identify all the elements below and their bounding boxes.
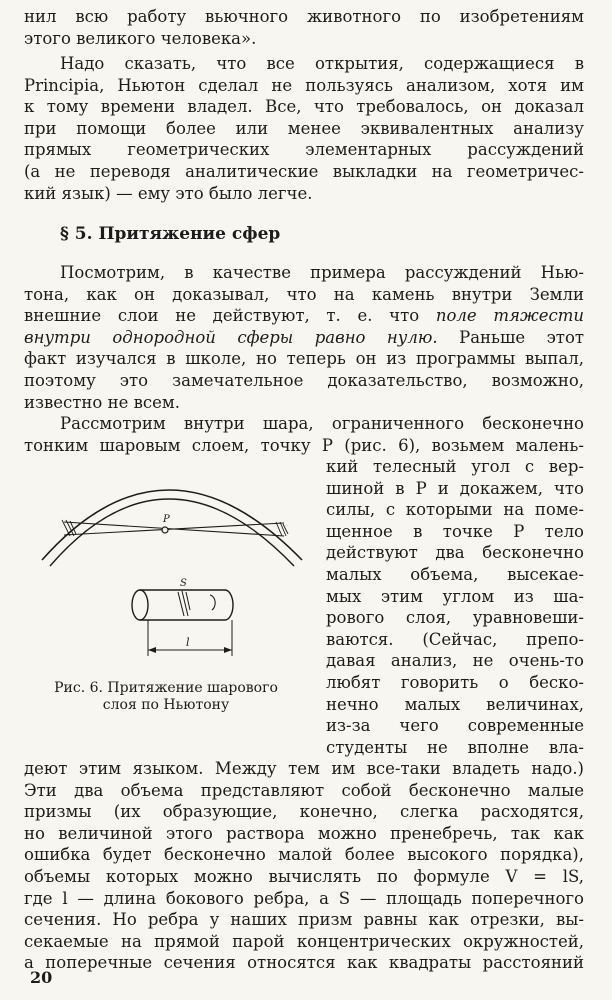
text-line: Посмотрим, в качестве примера рассуждений Нью- <box>60 263 584 282</box>
text-line: но величиной этого раствора можно пренебречь, так как <box>24 823 584 843</box>
text-line: нил всю работу вьючного животного по изобретениям <box>24 7 584 26</box>
text-line <box>24 327 584 349</box>
italic-text: внутри однородной сферы равно нулю. <box>24 327 438 347</box>
text-line: студенты не вполне вла- <box>326 737 584 757</box>
text-line: малых объема, высекае- <box>326 564 584 584</box>
text-line: кий язык) — ему это было легче. <box>24 183 313 203</box>
section-s-label: S <box>180 578 187 589</box>
example-paragraph <box>24 262 584 413</box>
dimension-arrow-right <box>224 647 232 653</box>
text-line: нечно малых величинах, <box>326 694 584 714</box>
text-run: внешние слои не действуют, т. е. что <box>24 306 420 326</box>
text-line <box>24 305 584 327</box>
text-line: секаемые на прямой парой концентрических окружностей, <box>24 931 584 951</box>
figure-caption <box>20 680 312 714</box>
text-line: рового слоя, уравновеши- <box>326 608 584 628</box>
text-line: где l — длина бокового ребра, а S — площадь поперечного <box>24 888 584 908</box>
text-line: деют этим языком. Между тем им все-таки владеть надо.) <box>24 759 584 778</box>
text-line: к тому времени владел. Все, что требовалось, он доказал <box>24 97 584 117</box>
text-line: Эти два объема представляют собой бесконечно малые <box>24 780 584 800</box>
text-line: ваются. (Сейчас, препо- <box>326 629 584 649</box>
text-line: ошибка будет бесконечно малой более высокого порядка), <box>24 845 584 865</box>
point-p-label: P <box>163 514 170 525</box>
text-line: прямых геометрических элементарных рассуждений <box>24 140 584 160</box>
text-line: силы, с которыми на поме- <box>326 500 584 520</box>
text-line: этого великого человека». <box>24 28 257 48</box>
consider-paragraph-top <box>24 413 584 456</box>
text-line: из-за чего современные <box>326 716 584 736</box>
text-line: известно не всем. <box>24 392 180 412</box>
hatched-right-volume <box>276 522 288 536</box>
text-line: Principia, Ньютон сделал не пользуясь анализом, хотя им <box>24 75 584 95</box>
page-number: 20 <box>30 968 53 987</box>
outer-shell-arc <box>42 490 302 560</box>
text-line: сечения. Но ребра у наших призм равны как отрезки, вы- <box>24 910 584 930</box>
text-line: объемы которых можно вычислять по формуле V = lS, <box>24 866 584 886</box>
text-line: тонким шаровым слоем, точку P (рис. 6), возьмем малень- <box>24 435 584 455</box>
text-line: Рассмотрим внутри шара, ограниченного бесконечно <box>60 414 584 433</box>
text-line: шиной в P и докажем, что <box>326 478 584 498</box>
text-line: поэтому это замечательное доказательство, возможно, <box>24 370 584 390</box>
consider-paragraph-bottom <box>24 758 584 974</box>
text-run: Раньше этот <box>459 327 585 347</box>
inner-shell-arc <box>50 499 294 566</box>
section-heading: § 5. Притяжение сфер <box>60 224 281 244</box>
dimension-arrow-left <box>148 647 156 653</box>
text-line: мых этим углом из ша- <box>326 586 584 606</box>
text-line: призмы (их образующие, конечно, слегка расходятся, <box>24 802 584 822</box>
text-line: кий телесный угол с вер- <box>326 457 584 476</box>
caption-line: слоя по Ньютону <box>102 697 230 713</box>
text-line: давая анализ, не очень-то <box>326 651 584 671</box>
consider-paragraph-wrapped <box>326 456 584 758</box>
top-paragraph <box>24 6 584 49</box>
text-line: факт изучался в школе, но теперь он из программы выпал, <box>24 349 584 369</box>
text-line: щенное в точке P тело <box>326 521 584 541</box>
length-l-label: l <box>186 636 190 649</box>
principia-paragraph <box>24 53 584 204</box>
text-line: (а не переводя аналитические выкладки на геометричес- <box>24 161 584 181</box>
text-line: действуют два бесконечно <box>326 543 584 563</box>
text-line: Надо сказать, что все открытия, содержащиеся в <box>60 54 584 73</box>
text-line: при помощи более или менее эквивалентных анализу <box>24 118 584 138</box>
italic-text: поле тяжести <box>435 306 584 326</box>
cross-section-hatch <box>178 591 190 616</box>
point-p-marker <box>162 527 168 533</box>
text-line: тона, как он доказывал, что на камень внутри Земли <box>24 284 584 304</box>
text-line: любят говорить о беско- <box>326 672 584 692</box>
caption-line: Рис. 6. Притяжение шарового <box>54 680 278 696</box>
text-line: а поперечные сечения относятся как квадраты расстояний <box>24 953 584 973</box>
